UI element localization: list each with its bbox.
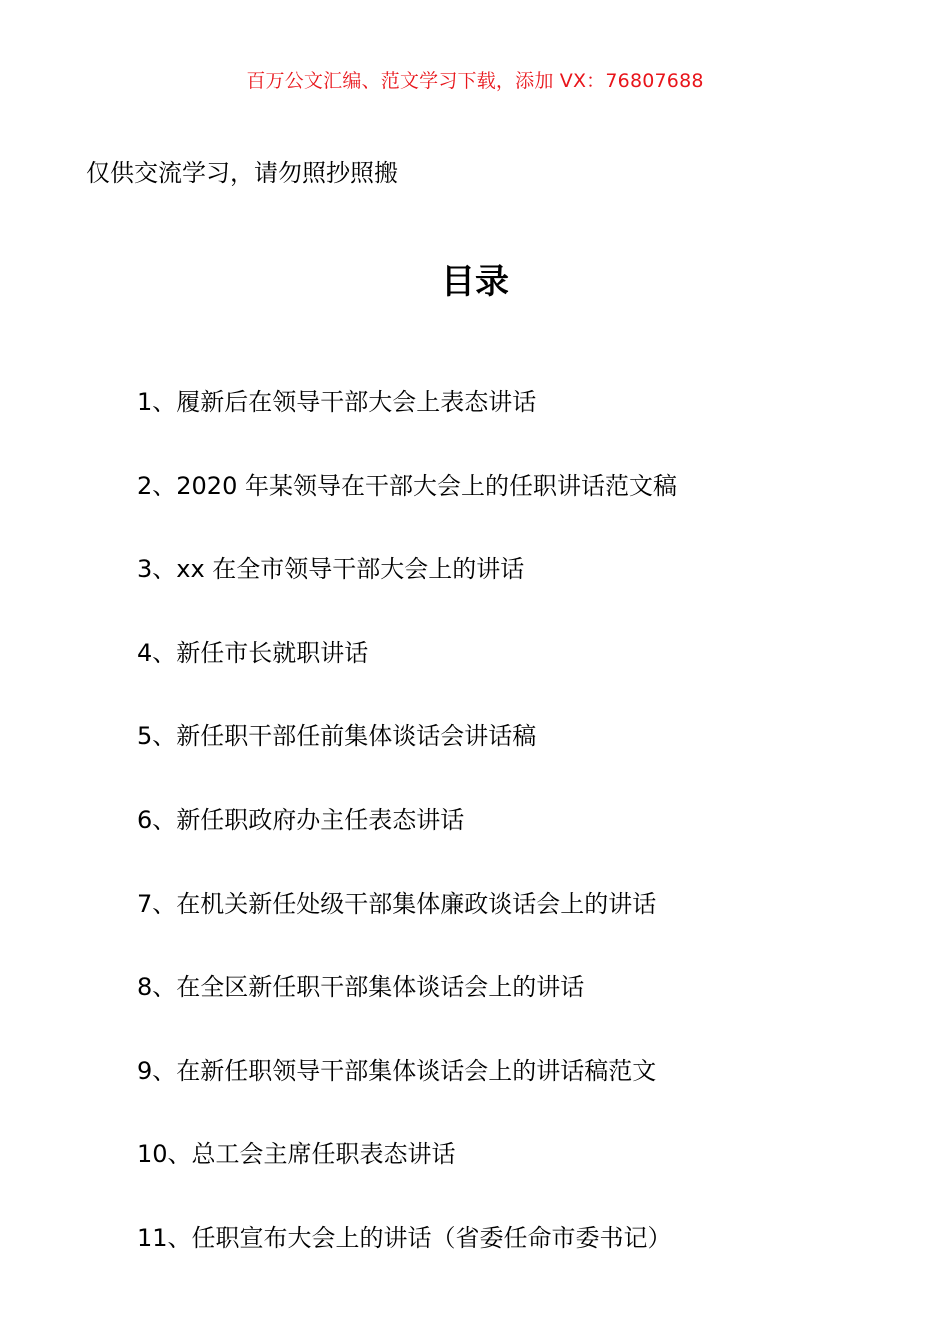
toc-item[interactable]: 5、新任职干部任前集体谈话会讲话稿 <box>137 722 537 751</box>
usage-notice: 仅供交流学习，请勿照抄照搬 <box>86 159 398 187</box>
toc-item[interactable]: 11、任职宣布大会上的讲话（省委任命市委书记） <box>137 1223 672 1252</box>
toc-item[interactable]: 6、新任职政府办主任表态讲话 <box>137 805 465 834</box>
toc-title: 目录 <box>441 262 509 302</box>
watermark-header: 百万公文汇编、范文学习下载，添加 VX：76807688 <box>246 70 704 92</box>
toc-item[interactable]: 9、在新任职领导干部集体谈话会上的讲话稿范文 <box>137 1056 657 1085</box>
toc-item[interactable]: 4、新任市长就职讲话 <box>137 638 369 667</box>
toc-item[interactable]: 3、xx 在全市领导干部大会上的讲话 <box>137 555 525 584</box>
toc-item[interactable]: 1、履新后在领导干部大会上表态讲话 <box>137 388 537 416</box>
toc-item[interactable]: 7、在机关新任处级干部集体廉政谈话会上的讲话 <box>137 889 657 918</box>
toc-item[interactable]: 8、在全区新任职干部集体谈话会上的讲话 <box>137 973 585 1002</box>
toc-list <box>137 384 677 1304</box>
toc-item[interactable]: 2、2020 年某领导在干部大会上的任职讲话范文稿 <box>137 471 677 500</box>
toc-item[interactable]: 10、总工会主席任职表态讲话 <box>137 1140 456 1169</box>
